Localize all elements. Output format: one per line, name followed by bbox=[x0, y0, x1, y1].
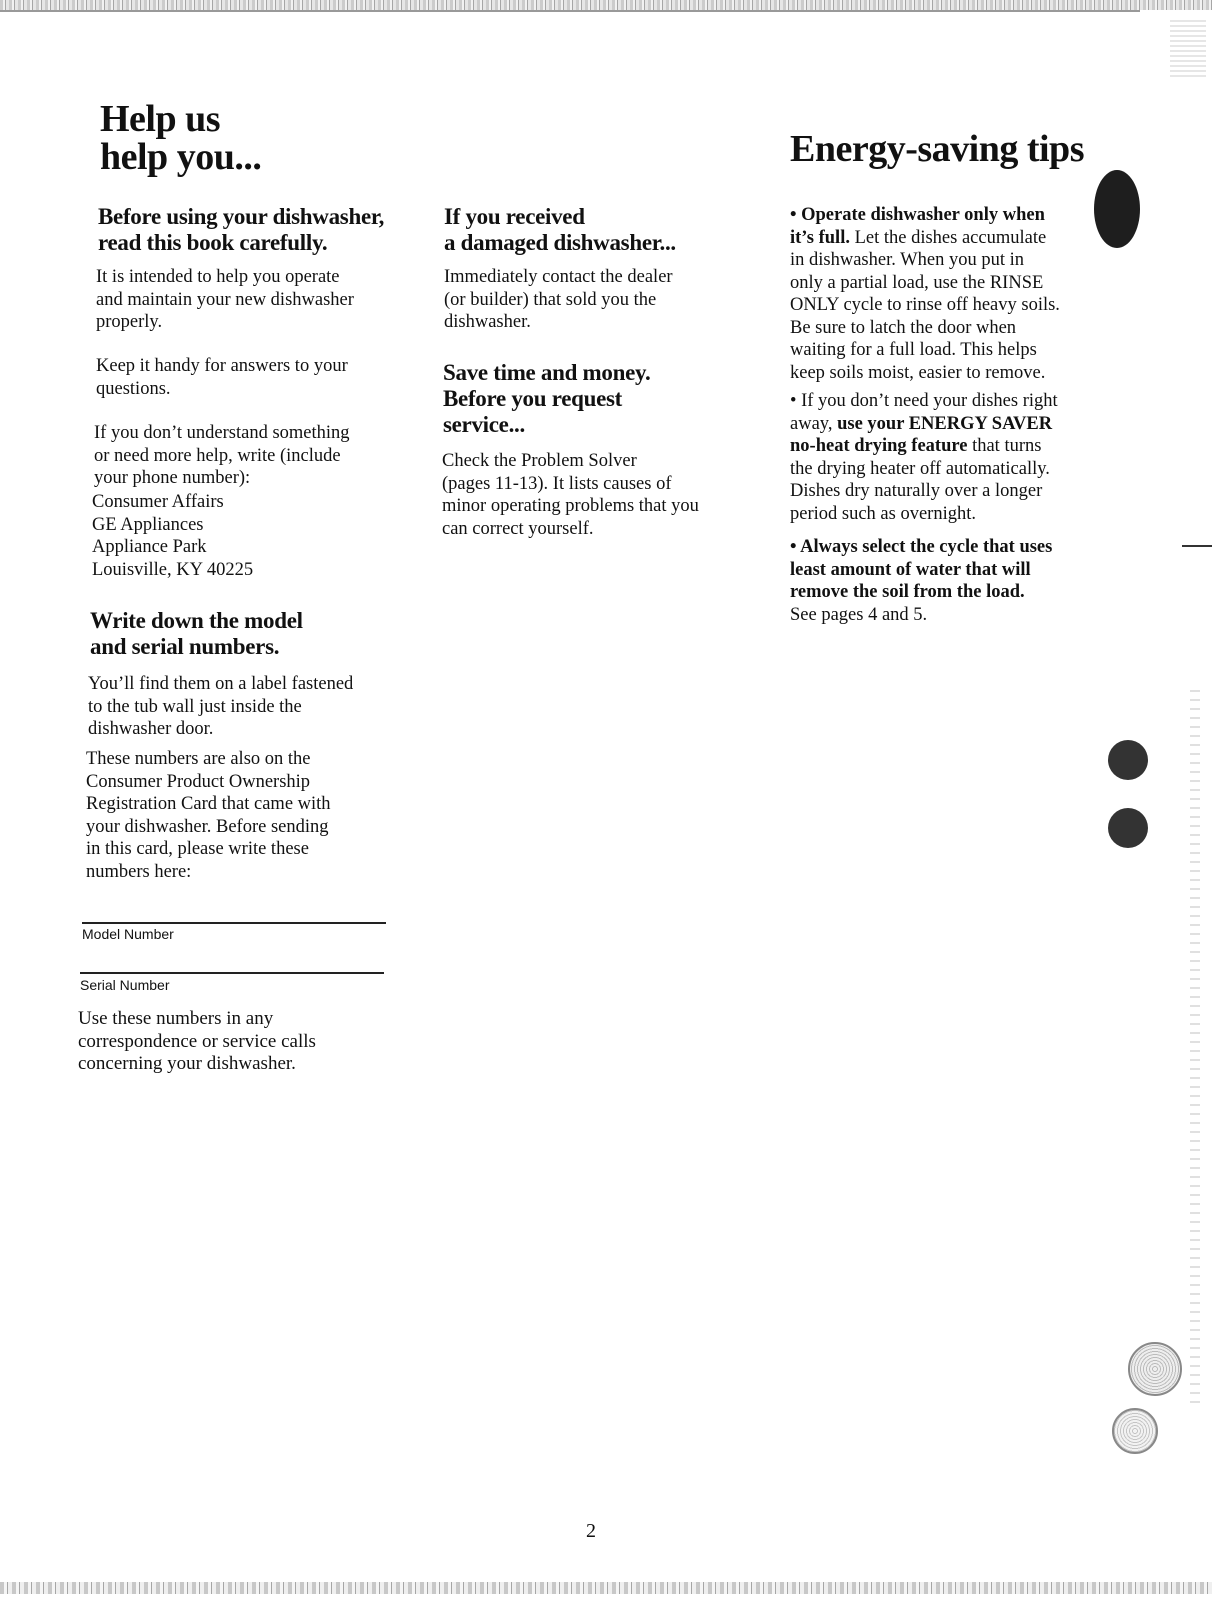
consumer-affairs-address: Consumer Affairs GE Appliances Appliance Park Louisville, KY 40225 bbox=[92, 492, 254, 580]
model-number-label: Model Number bbox=[82, 926, 174, 942]
punch-hole-2 bbox=[1108, 740, 1148, 780]
damaged-para: Immediately contact the dealer (or builder) that sold you the dishwasher. bbox=[444, 267, 673, 332]
save-time-para: Check the Problem Solver (pages 11-13). It lists causes of minor operating problems that you can correct yourself. bbox=[442, 451, 699, 539]
damaged-heading: If you received a damaged dishwasher... bbox=[444, 204, 676, 255]
write-down-para-1: You’ll find them on a label fastened to the tub wall just inside the dishwasher door. bbox=[88, 674, 354, 739]
page-number: 2 bbox=[586, 1520, 596, 1542]
serial-number-field[interactable] bbox=[80, 972, 384, 974]
scan-edge-right bbox=[1190, 690, 1200, 1410]
page-title bbox=[100, 100, 261, 176]
write-down-para-3: Use these numbers in any correspondence or service calls concerning your dishwasher. bbox=[78, 1008, 316, 1074]
before-using-para-3: If you don’t understand something or need more help, write (include your phone number): bbox=[94, 423, 350, 488]
model-number-field[interactable] bbox=[82, 922, 386, 924]
scan-edge-right-top bbox=[1170, 20, 1206, 80]
scan-edge-bottom bbox=[0, 1582, 1212, 1594]
scan-line-top bbox=[0, 10, 1140, 12]
page-title-line-1: Help us bbox=[100, 98, 221, 140]
tip-energy-saver: • If you don’t need your dishes right away, use your ENERGY SAVER no-heat drying feature that turns the drying heater off automatically. Dishes dry naturally over a longer period such as overnight. bbox=[790, 391, 1058, 524]
tip-operate-full: • Operate dishwasher only when it’s full. Let the dishes accumulate in dishwasher. When you put in only a partial load, use the RINSE ONLY cycle to rinse off heavy soils. Be sure to latch the door when waiting for a full load. This helps keep soils moist, easier to remove. bbox=[790, 205, 1060, 383]
before-using-para-2: Keep it handy for answers to your questions. bbox=[96, 356, 348, 399]
before-using-para-1: It is intended to help you operate and maintain your new dishwasher properly. bbox=[96, 267, 354, 332]
energy-tips-title: Energy-saving tips bbox=[790, 128, 1084, 170]
before-using-heading: Before using your dishwasher, read this book carefully. bbox=[98, 204, 385, 255]
punch-hole-1 bbox=[1094, 170, 1140, 248]
page-title-line-2: help you... bbox=[100, 136, 262, 178]
punch-hole-3 bbox=[1108, 808, 1148, 848]
write-down-para-2: These numbers are also on the Consumer Product Ownership Registration Card that came with your dishwasher. Before sending in this card, please write these numbers here: bbox=[86, 749, 331, 882]
punch-hole-4 bbox=[1128, 1342, 1182, 1396]
tip-select-cycle: • Always select the cycle that uses least amount of water that will remove the soil from the load. See pages 4 and 5. bbox=[790, 537, 1053, 625]
save-time-heading: Save time and money. Before you request service... bbox=[443, 360, 651, 437]
edge-mark bbox=[1182, 545, 1212, 547]
serial-number-label: Serial Number bbox=[80, 977, 170, 993]
write-down-heading: Write down the model and serial numbers. bbox=[90, 608, 303, 659]
scan-edge-top bbox=[0, 0, 1212, 10]
punch-hole-5 bbox=[1112, 1408, 1158, 1454]
